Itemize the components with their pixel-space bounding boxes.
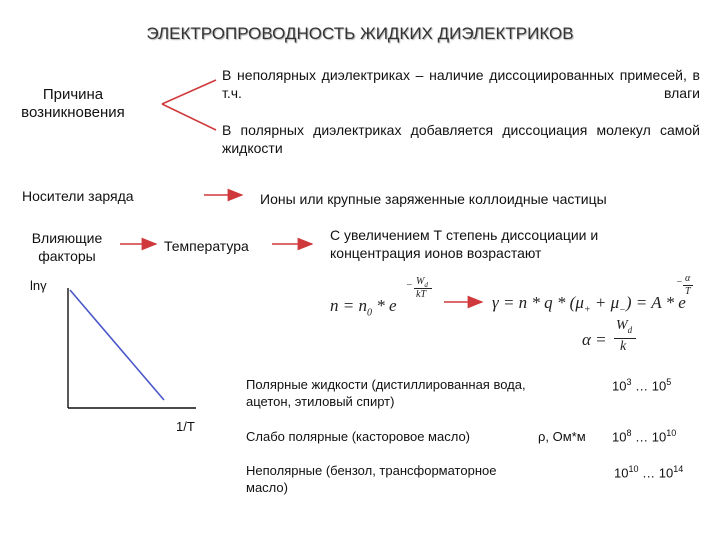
n-formula: $n = n_0 * e$ − $W_d$ kT: [330, 280, 440, 316]
branch-arrow-lower: [162, 104, 216, 130]
graph-axes: [68, 288, 196, 408]
range-3-base-to: 10: [658, 465, 674, 481]
cause-branch-arrows: [162, 80, 216, 130]
graph-x-axis-label: 1/T: [176, 419, 195, 434]
temperature-effect-text: С увеличением Т степень диссоциации и концентрация ионов возрастают: [330, 227, 599, 261]
range-3-exp-to: 14: [673, 464, 684, 474]
branch-arrow-upper: [162, 80, 216, 104]
range-2-base-from: 10: [612, 429, 627, 445]
temperature-label: Температура: [164, 238, 249, 254]
range-1-base-from: 10: [612, 378, 627, 394]
range-2-base-to: 10: [651, 429, 667, 445]
range-1-exp-from: 3: [626, 377, 632, 387]
factors-label-line1: Влияющие: [31, 230, 103, 246]
factors-label-line2: факторы: [38, 248, 96, 264]
gamma-formula: $\gamma = n * q * (\mu_+ + \mu_-) = A * e$ − α T: [492, 283, 702, 319]
cause-label-line1: Причина: [42, 86, 104, 103]
range-1-sep: …: [631, 378, 652, 394]
alpha-formula: α = $W_d$ k: [582, 318, 642, 358]
range-1-exp-to: 5: [666, 377, 672, 387]
range-3-base-from: 10: [614, 465, 629, 481]
graph-line: [70, 290, 164, 400]
carriers-value: Ионы или крупные заряженные коллоидные частицы: [260, 191, 607, 207]
range-2-exp-from: 8: [626, 428, 632, 438]
resistivity-row-1-liquid: Полярные жидкости (дистиллированная вода, ацетон, этиловый спирт): [246, 377, 526, 409]
range-3-sep: …: [638, 465, 659, 481]
graph-y-axis-label: lnγ: [30, 278, 47, 293]
range-2-exp-to: 10: [666, 428, 677, 438]
range-1-base-to: 10: [651, 378, 667, 394]
cause-label-line2: возникновения: [21, 104, 125, 121]
resistivity-unit-label: ρ, Ом*м: [538, 429, 586, 444]
carriers-label: Носители заряда: [22, 188, 134, 204]
resistivity-row-3-liquid: Неполярные (бензол, трансформаторное масло): [246, 463, 497, 495]
cause-polar-text: В полярных диэлектриках добавляется диссоциация молекул самой жидкости: [222, 122, 700, 156]
range-2-sep: …: [631, 429, 652, 445]
cause-nonpolar-text: В неполярных диэлектриках – наличие диссоциированных примесей, в т.ч. влаги: [222, 67, 700, 101]
page-title: ЭЛЕКТРОПРОВОДНОСТЬ ЖИДКИХ ДИЭЛЕКТРИКОВ: [146, 24, 574, 43]
resistivity-row-2-liquid: Слабо полярные (касторовое масло): [246, 429, 471, 444]
range-3-exp-from: 10: [628, 464, 639, 474]
